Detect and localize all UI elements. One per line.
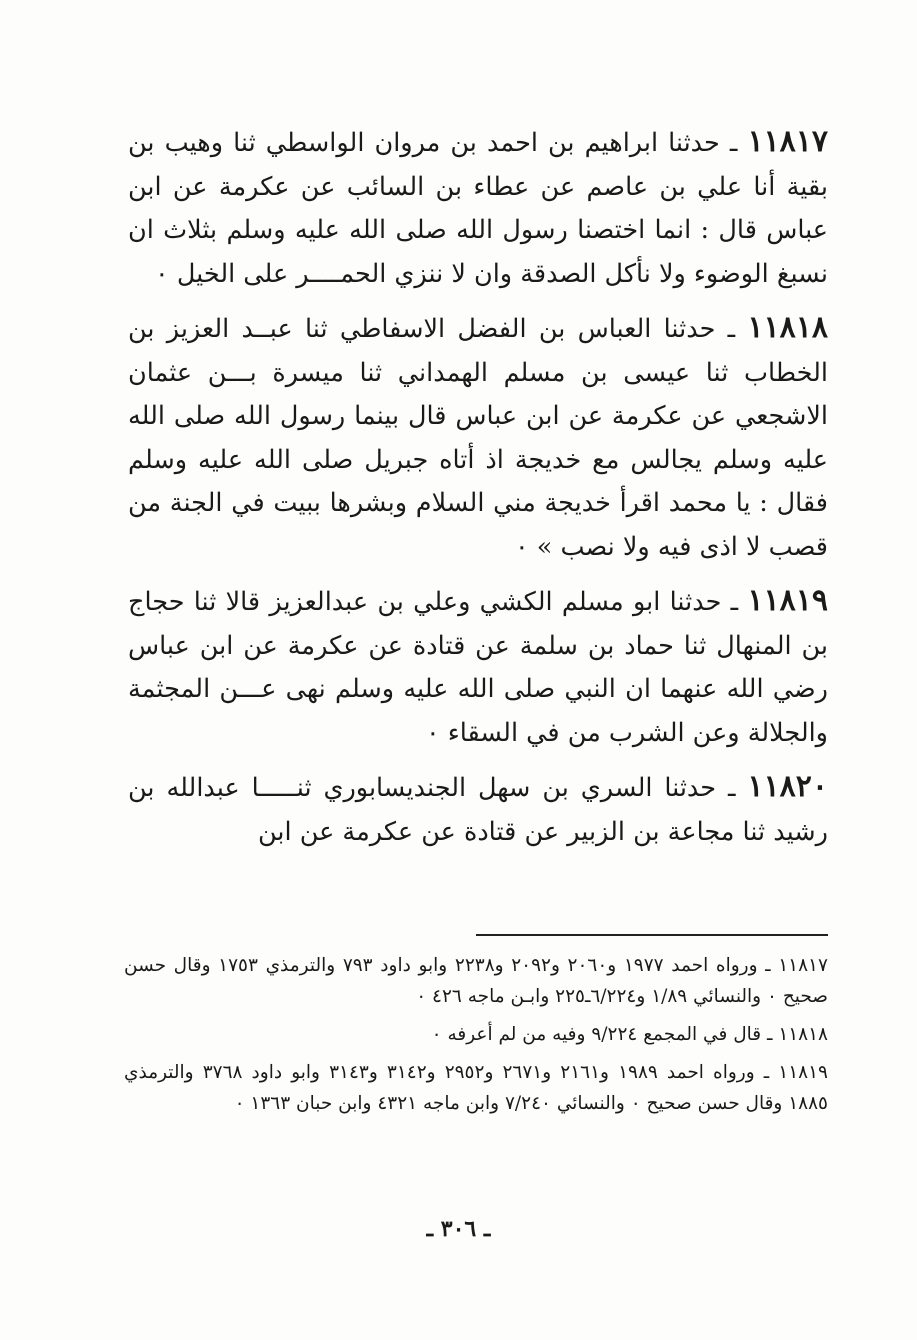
footnote-number: ١١٨١٨ [778,1024,828,1045]
hadith-text: ـ حدثنا ابو مسلم الكشي وعلي بن عبدالعزيز قالا ثنا حجاج بن المنهال ثنا حماد بن سلمة عن قتادة عن عكرمة عن ابن عباس رضي الله عنهما ان النبي صلى الله عليه وسلم نهى عـــن المجثمة والجلالة وعن الشرب من في السقاء ٠ [128,587,828,748]
footnote-text: ـ ورواه احمد ١٩٧٧ و٢٠٦٠ و٢٠٩٢ و٢٢٣٨ وابو داود ٧٩٣ والترمذي ١٧٥٣ وقال حسن صحيح ٠ والنسائي ١/٨٩ و٦/٢٢٤ـ٢٢٥ وابـن ماجه ٤٢٦ ٠ [124,955,828,1007]
footnote-11819 [124,1057,828,1119]
footnotes [124,950,828,1126]
hadith-text: ـ حدثنا ابراهيم بن احمد بن مروان الواسطي ثنا وهيب بن بقية أنا علي بن عاصم عن عطاء بن السائب عن عكرمة عن ابن عباس قال : انما اختصنا رسول الله صلى الله عليه وسلم بثلاث ان نسبغ الوضوء ولا نأكل الصدقة وان لا ننزي الحمــــر على الخيل ٠ [128,128,828,289]
hadith-11820 [128,765,828,854]
hadith-11819 [128,579,828,755]
hadith-11818 [128,306,828,569]
hadith-list [128,120,828,864]
footnote-text: ـ قال في المجمع ٩/٢٢٤ وفيه من لم أعرفه ٠ [431,1024,773,1045]
hadith-number: ١١٨١٨ [747,310,828,345]
hadith-number: ١١٨١٩ [747,583,828,618]
footnote-11817 [124,950,828,1012]
hadith-number: ١١٨٢٠ [747,769,828,804]
hadith-11817 [128,120,828,296]
footnote-divider [476,934,828,936]
footnote-number: ١١٨١٩ [778,1062,828,1083]
footnote-11818 [124,1019,828,1050]
hadith-number: ١١٨١٧ [747,124,829,159]
hadith-text: ـ حدثنا السري بن سهل الجنديسابوري ثنـــــا عبدالله بن رشيد ثنا مجاعة بن الزبير عن قتادة عن عكرمة عن ابن [128,773,828,847]
page-number: ـ ٣٠٦ ـ [426,1216,491,1242]
footnote-text: ـ ورواه احمد ١٩٨٩ و٢١٦١ و٢٦٧١ و٢٩٥٢ و٣١٤٢ و٣١٤٣ وابو داود ٣٧٦٨ والترمذي ١٨٨٥ وقال حسن صحيح ٠ والنسائي ٧/٢٤٠ وابن ماجه ٤٣٢١ وابن حبان ١٣٦٣ ٠ [124,1062,828,1114]
footnote-number: ١١٨١٧ [778,955,828,976]
hadith-text: ـ حدثنا العباس بن الفضل الاسفاطي ثنا عبــد العزيز بن الخطاب ثنا عيسى بن مسلم الهمداني ثنا ميسرة بـــن عثمان الاشجعي عن عكرمة عن ابن عباس قال بينما رسول الله صلى الله عليه وسلم يجالس مع خديجة اذ أتاه جبريل صلى الله عليه وسلم فقال : يا محمد اقرأ خديجة مني السلام وبشرها ببيت في الجنة من قصب لا اذى فيه ولا نصب » ٠ [128,314,828,562]
